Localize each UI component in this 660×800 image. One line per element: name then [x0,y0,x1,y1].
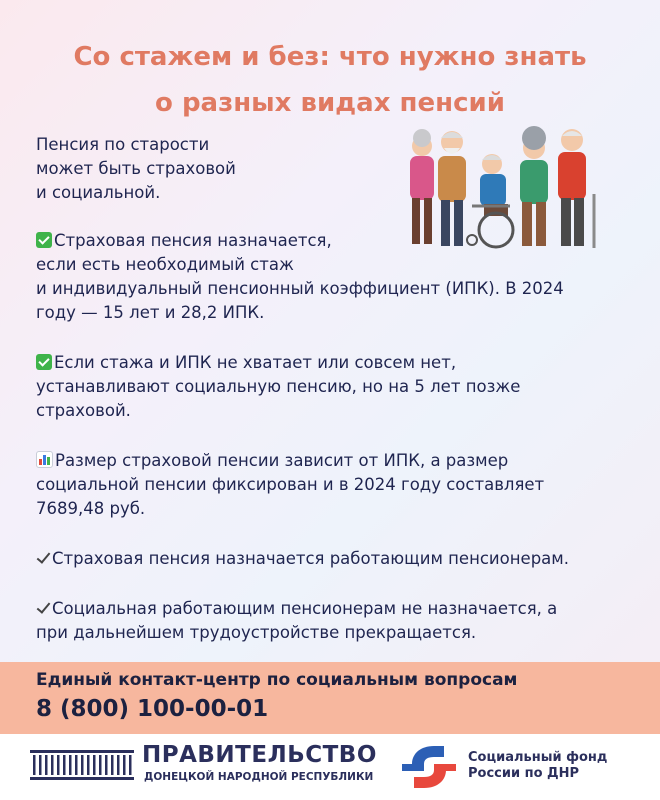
intro-line: Пенсия по старости [36,135,210,154]
green-check-icon [36,354,52,370]
social-fund-line: России по ДНР [468,766,580,781]
contact-center-label: Единый контакт-центр по социальным вопросам [36,670,518,690]
paragraph-line: Если стажа и ИПК не хватает или совсем нет, [54,353,457,372]
paragraph-line: социальной пенсии фиксирован и в 2024 году составляет [36,475,545,494]
social-fund-line: Социальный фонд [468,750,608,765]
paragraph-line: Страховая пенсия назначается работающим пенсионерам. [52,549,569,568]
page-title [0,34,660,126]
intro-line: и социальной. [36,183,161,202]
bar-chart-icon [36,451,53,468]
paragraph-line: устанавливают социальную пенсию, но на 5 лет позже [36,377,521,396]
checkmark-icon [36,600,48,614]
checkmark-icon [36,550,48,564]
title-line-1: Со стажем и без: что нужно знать [73,42,587,72]
social-fund-logo-icon [398,742,460,792]
paragraph-social-pension [36,351,520,423]
paragraph-line: страховой. [36,401,131,420]
paragraph-working-insurance [36,547,569,571]
paragraph-working-social [36,597,557,645]
paragraph-line: году — 15 лет и 28,2 ИПК. [36,303,265,322]
paragraph-line: и индивидуальный пенсионный коэффициент (ИПК). В 2024 [36,279,564,298]
paragraph-line: Размер страховой пенсии зависит от ИПК, а размер [55,451,509,470]
paragraph-line: Социальная работающим пенсионерам не назначается, а [52,599,558,618]
green-check-icon [36,232,52,248]
government-subtitle: ДОНЕЦКОЙ НАРОДНОЙ РЕСПУБЛИКИ [144,771,374,783]
social-fund-name [468,750,638,782]
contact-phone-number[interactable]: 8 (800) 100-00-01 [36,696,269,722]
intro-line: может быть страховой [36,159,236,178]
title-line-2: о разных видах пенсий [155,88,505,118]
intro-text [36,133,366,205]
paragraph-line: если есть необходимый стаж [36,255,294,274]
paragraph-line: при дальнейшем трудоустройстве прекращается. [36,623,477,642]
paragraph-pension-size [36,449,544,521]
paragraph-line: Страховая пенсия назначается, [54,231,332,250]
paragraph-insurance-pension [36,229,564,325]
paragraph-line: 7689,48 руб. [36,499,146,518]
government-title: ПРАВИТЕЛЬСТВО [142,742,377,768]
government-building-icon [30,746,134,782]
